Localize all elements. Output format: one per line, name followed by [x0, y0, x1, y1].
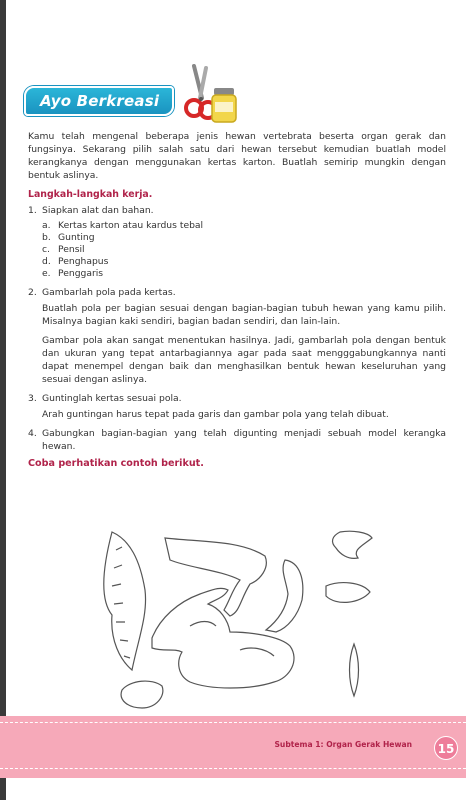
list-item: e. Penggaris	[42, 268, 104, 279]
section-header	[24, 64, 224, 126]
leaf-piece	[350, 644, 359, 696]
joint-piece	[333, 531, 372, 558]
mane-piece	[104, 532, 146, 670]
horse-head-piece	[152, 588, 294, 688]
section-title: Ayo Berkreasi	[40, 92, 160, 110]
page-edge	[0, 0, 6, 800]
step-text: Gambarlah pola pada kertas.	[42, 287, 176, 298]
step-2-paragraph-2: Gambar pola akan sangat menentukan hasilnya. Jadi, gambarlah pola dengan bentuk dan ukuran yang tepat antarbagiannya agar pada saat mengggabungkannya nanti dapat menempel dengan baik dan menghasilkan bentuk hewan keseluruhan yang sesuai dengan aslinya.	[42, 335, 446, 385]
hoof-piece	[326, 583, 370, 603]
step-text: Gabungkan bagian-bagian yang telah digunting menjadi sebuah model kerangka hewan.	[42, 428, 446, 452]
step-number: 3.	[28, 393, 37, 404]
step-4	[28, 427, 446, 453]
list-item: d. Penghapus	[42, 256, 109, 267]
example-title: Coba perhatikan contoh berikut.	[28, 458, 204, 469]
step-text: Siapkan alat dan bahan.	[42, 205, 154, 216]
list-item: a. Kertas karton atau kardus tebal	[42, 220, 204, 231]
step-number: 4.	[28, 428, 37, 439]
hind-leg-piece	[266, 560, 303, 632]
step-number: 2.	[28, 287, 37, 298]
list-item: b. Gunting	[42, 232, 95, 243]
steps-heading: Langkah-langkah kerja.	[28, 189, 153, 200]
step-3-paragraph: Arah guntingan harus tepat pada garis dan gambar pola yang telah dibuat.	[42, 409, 389, 420]
list-item: c. Pensil	[42, 244, 85, 255]
page-number: 15	[434, 736, 458, 760]
step-1	[28, 204, 446, 217]
intro-paragraph: Kamu telah mengenal beberapa jenis hewan vertebrata beserta organ gerak dan fungsinya. Sekarang pilih salah satu dari hewan tersebut kemudian buatlah model kerangkanya dengan menggunakan kertas karton. Buatlah semirip mungkin dengan bentuk aslinya.	[28, 131, 446, 181]
glue-jar-icon	[210, 86, 238, 124]
step-3	[28, 392, 446, 405]
page-footer	[0, 716, 466, 778]
horse-pattern-illustration	[90, 520, 390, 715]
step-2	[28, 286, 446, 299]
footer-divider	[0, 722, 466, 723]
section-banner	[24, 86, 174, 116]
page-content	[28, 130, 446, 470]
step-2-paragraph-1: Buatlah pola per bagian sesuai dengan bagian-bagian tubuh hewan yang kamu pilih. Misalnya bagian kaki sendiri, bagian badan sendiri, dan lain-lain.	[42, 303, 446, 327]
step-number: 1.	[28, 205, 37, 216]
oval-piece	[121, 681, 163, 708]
materials-list	[42, 220, 446, 280]
step-text: Guntinglah kertas sesuai pola.	[42, 393, 182, 404]
footer-divider	[0, 768, 466, 769]
subtema-label: Subtema 1: Organ Gerak Hewan	[274, 740, 412, 749]
